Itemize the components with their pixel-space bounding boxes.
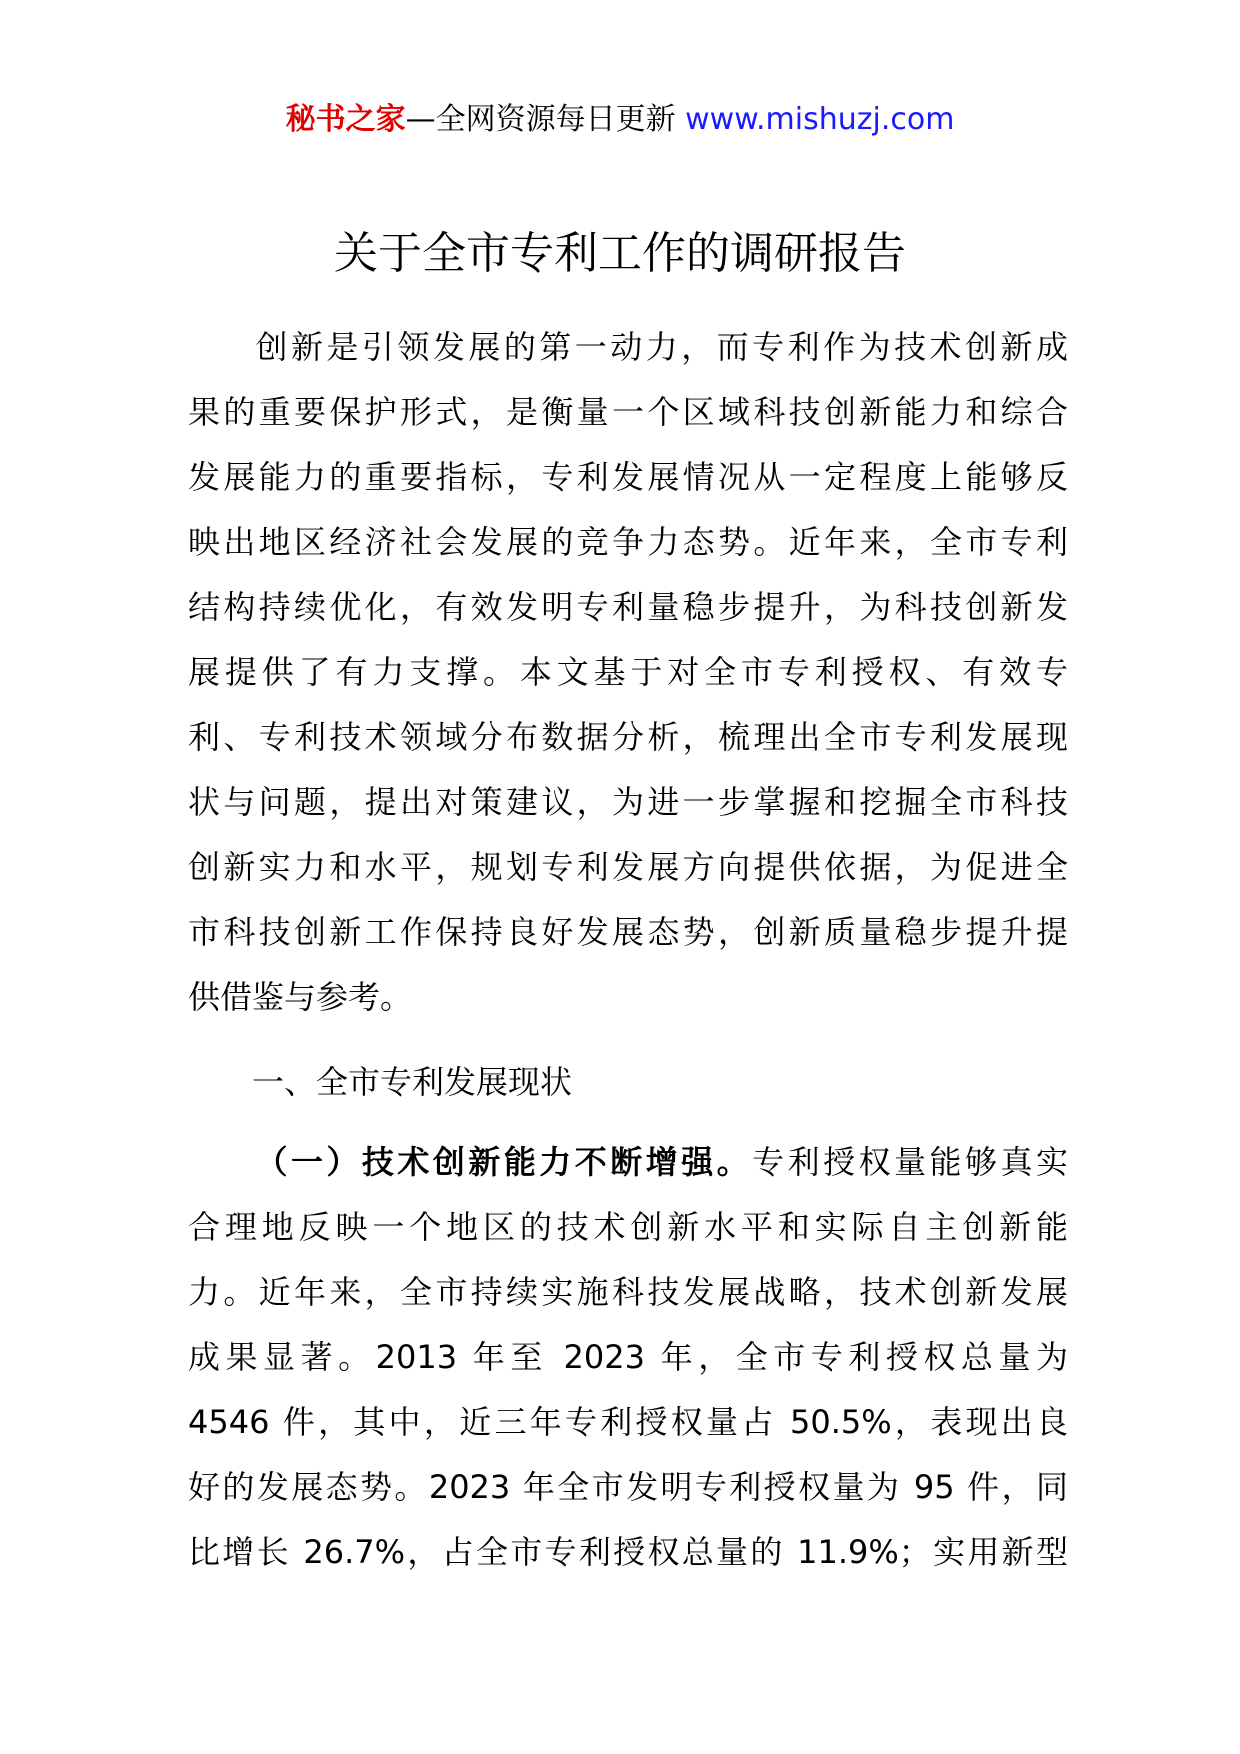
paragraph-line: 好的发展态势。2023 年全市发明专利授权量为 95 件，同	[188, 1468, 1068, 1506]
site-url-link[interactable]: www.mishuzj.com	[685, 102, 955, 137]
paragraph-line: 创新是引领发展的第一动力，而专利作为技术创新成	[252, 328, 1068, 366]
paragraph-line: 创新实力和水平，规划专利发展方向提供依据，为促进全	[188, 848, 1068, 886]
site-tagline: —全网资源每日更新	[405, 102, 686, 137]
paragraph-line: 结构持续优化，有效发明专利量稳步提升，为科技创新发	[188, 588, 1068, 626]
paragraph-line: 状与问题，提出对策建议，为进一步掌握和挖掘全市科技	[188, 783, 1068, 821]
paragraph-line: （一）技术创新能力不断增强。专利授权量能够真实	[252, 1143, 1068, 1181]
paragraph-line: 展提供了有力支撑。本文基于对全市专利授权、有效专	[188, 653, 1068, 691]
paragraph-line: 力。近年来，全市持续实施科技发展战略，技术创新发展	[188, 1273, 1068, 1311]
section-paragraph	[188, 1130, 1068, 1585]
paragraph-line: 成果显著。2013 年至 2023 年，全市专利授权总量为	[188, 1338, 1068, 1376]
section-heading: 一、全市专利发展现状	[252, 1063, 573, 1101]
paragraph-line: 发展能力的重要指标，专利发展情况从一定程度上能够反	[188, 458, 1068, 496]
paragraph-line: 市科技创新工作保持良好发展态势，创新质量稳步提升提	[188, 913, 1068, 951]
paragraph-line: 4546 件，其中，近三年专利授权量占 50.5%，表现出良	[188, 1403, 1068, 1441]
paragraph-line: 供借鉴与参考。	[188, 978, 413, 1016]
paragraph-line: 合理地反映一个地区的技术创新水平和实际自主创新能	[188, 1208, 1068, 1246]
document-title: 关于全市专利工作的调研报告	[334, 228, 906, 279]
intro-paragraph	[188, 315, 1068, 1030]
site-header	[0, 98, 1240, 142]
paragraph-line: 比增长 26.7%，占全市专利授权总量的 11.9%；实用新型	[188, 1533, 1068, 1571]
paragraph-line: 果的重要保护形式，是衡量一个区域科技创新能力和综合	[188, 393, 1068, 431]
subsection-heading: （一）技术创新能力不断增强。	[252, 1143, 753, 1181]
paragraph-line: 映出地区经济社会发展的竞争力态势。近年来，全市专利	[188, 523, 1068, 561]
brand-name: 秘书之家	[285, 102, 406, 137]
paragraph-line: 利、专利技术领域分布数据分析，梳理出全市专利发展现	[188, 718, 1068, 756]
